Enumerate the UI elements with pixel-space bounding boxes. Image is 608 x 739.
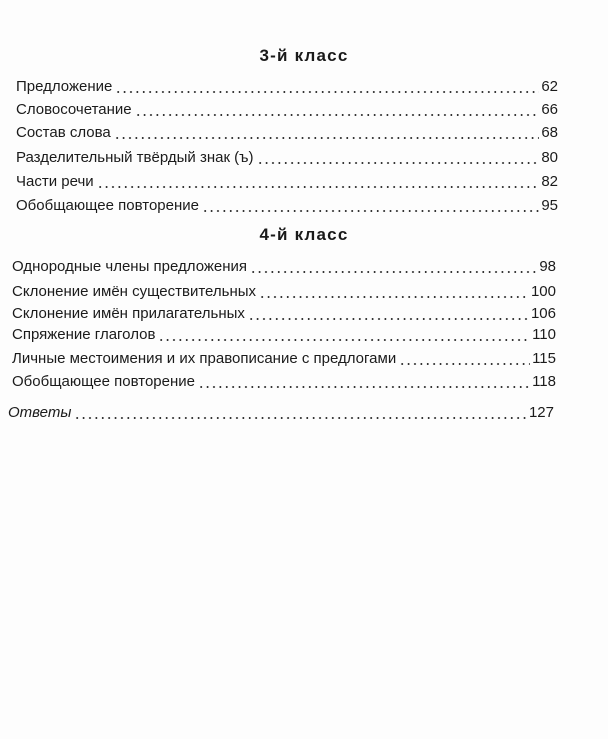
- toc-entry-page: 106: [530, 305, 556, 322]
- toc-entry-page: 98: [539, 258, 556, 275]
- toc-entry[interactable]: [16, 99, 558, 119]
- dot-leader: [114, 126, 540, 140]
- toc-entry[interactable]: [16, 147, 558, 167]
- toc-entry[interactable]: [16, 171, 558, 191]
- dot-leader: [97, 175, 540, 189]
- toc-entry-title: Обобщающее повторение: [16, 197, 199, 214]
- dot-leader: [158, 328, 530, 342]
- toc-entry-page: 82: [541, 173, 558, 190]
- toc-entry[interactable]: [12, 281, 556, 301]
- dot-leader: [74, 406, 527, 420]
- toc-entry-page: 110: [532, 326, 556, 343]
- toc-entry-title: Однородные члены предложения: [12, 258, 248, 275]
- dot-leader: [399, 352, 530, 366]
- toc-entry[interactable]: [12, 256, 556, 276]
- toc-entry-page: 115: [532, 350, 556, 367]
- toc-entry-title: Склонение имён существительных: [12, 283, 257, 300]
- toc-entry-page: 118: [532, 373, 556, 390]
- toc-entry[interactable]: [12, 348, 556, 368]
- toc-entry-title: Ответы: [8, 404, 72, 421]
- toc-entry-page: 62: [541, 78, 558, 95]
- dot-leader: [202, 199, 539, 213]
- dot-leader: [248, 307, 529, 321]
- toc-entry-answers[interactable]: [8, 402, 554, 422]
- dot-leader: [198, 375, 530, 389]
- toc-entry-page: 100: [530, 283, 556, 300]
- toc-entry-title: Части речи: [16, 173, 94, 190]
- toc-entry-title: Обобщающее повторение: [12, 373, 195, 390]
- toc-entry[interactable]: [12, 324, 556, 344]
- toc-entry-title: Состав слова: [16, 124, 111, 141]
- toc-entry-page: 80: [541, 149, 558, 166]
- toc-entry-title: Личные местоимения и их правописание с предлогами: [12, 350, 397, 367]
- toc-entry[interactable]: [12, 303, 556, 323]
- toc-entry-title: Склонение имён прилагательных: [12, 305, 245, 322]
- dot-leader: [257, 151, 540, 165]
- toc-entry-title: Словосочетание: [16, 101, 132, 118]
- toc-entry-title: Спряжение глаголов: [12, 326, 156, 343]
- dot-leader: [250, 260, 537, 274]
- dot-leader: [135, 103, 540, 117]
- toc-entry-title: Разделительный твёрдый знак (ъ): [16, 149, 254, 166]
- dot-leader: [115, 80, 539, 94]
- toc-entry-page: 127: [528, 404, 554, 421]
- section-heading-grade-3: 3-й класс: [259, 46, 349, 65]
- dot-leader: [259, 285, 529, 299]
- toc-entry-page: 95: [541, 197, 558, 214]
- toc-entry[interactable]: [16, 195, 558, 215]
- toc-entry-page: 68: [541, 124, 558, 141]
- toc-entry[interactable]: [16, 122, 558, 142]
- toc-entry[interactable]: [16, 76, 558, 96]
- section-heading-grade-4: 4-й класс: [259, 225, 349, 244]
- toc-entry[interactable]: [12, 371, 556, 391]
- toc-entry-title: Предложение: [16, 78, 113, 95]
- toc-entry-page: 66: [541, 101, 558, 118]
